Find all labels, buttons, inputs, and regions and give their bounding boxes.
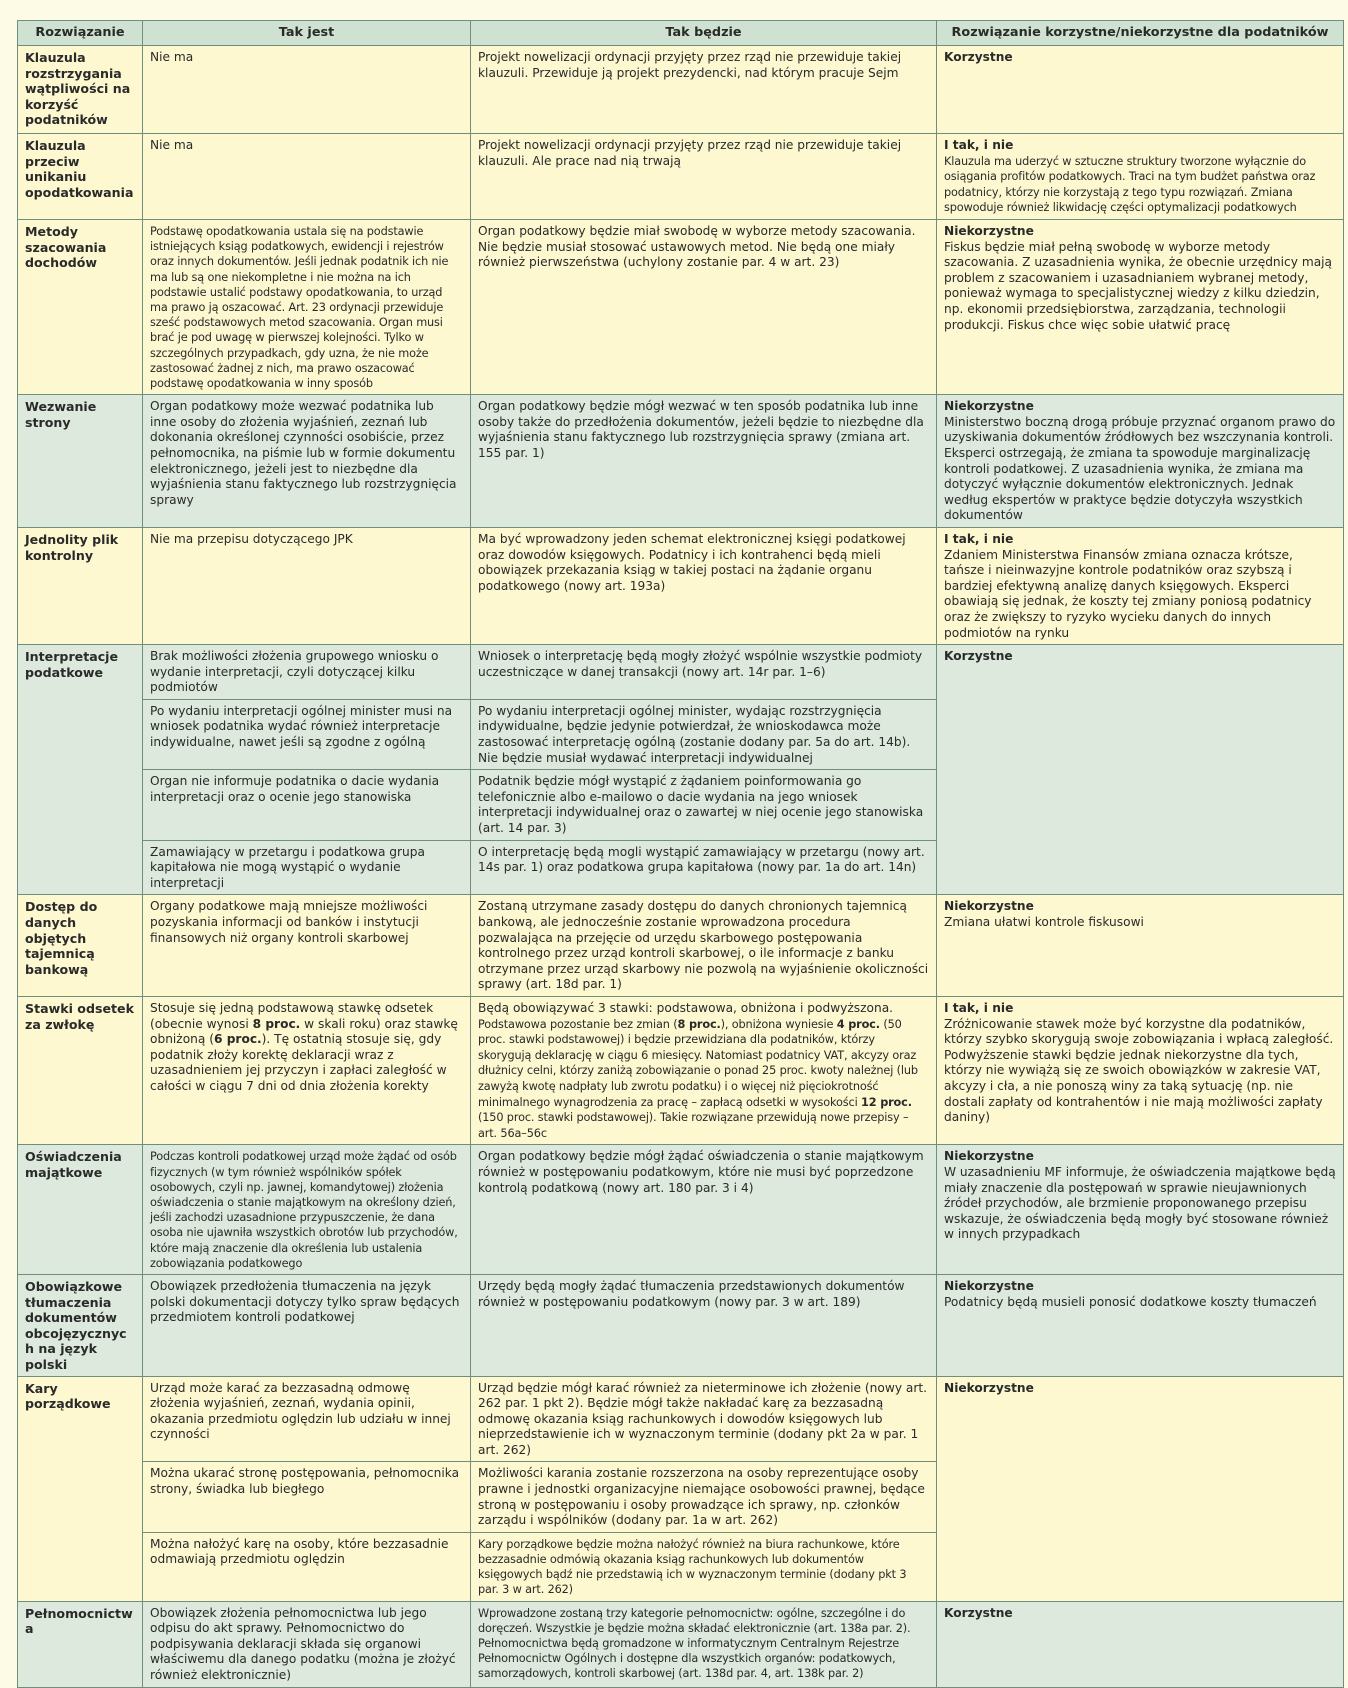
current-state: Organy podatkowe mają mniejsze możliwości pozyskania informacji od banków i instytucji finansowych niż organy kontroli skarbowej (143, 895, 471, 997)
header-future: Tak będzie (471, 21, 937, 46)
current-state: Podstawę opodatkowania ustala się na podstawie istniejących ksiąg podatkowych, ewidencji i rejestrów oraz innych dokumentów. Jeśli jednak podatnik ich nie ma lub są one niekompletne i nie można na ich podstawie ustalić podstawy opodatkowania, to urząd ma prawo ją oszacować. Art. 23 ordynacji przewiduje sześć podstawowych metod szacowania. Organ musi brać je pod uwagę w pierwszej kolejności. Tylko w szczególnych przypadkach, gdy uzna, że nie może zastosować żadnej z nich, ma prawo oszacować podstawę opodatkowania w inny sposób (143, 219, 471, 394)
verdict: Niekorzystne (944, 1149, 1034, 1164)
text-part: Podstawowa pozostanie bez zmian ( (478, 1017, 678, 1031)
verdict: Korzystne (944, 649, 1013, 664)
rate-value: 8 proc. (252, 1016, 301, 1031)
text-part: ), obniżona wyniesie (720, 1017, 837, 1031)
comment: Ministerstwo boczną drogą próbuje przyznać organom prawo do uzyskiwania dokumentów źródłowych bez wszczynania kontroli. Eksperci ostrzegają, że zmiana ta spowoduje marginalizację kontroli podatkowej. Z uzasadnienia wynika, że zmiana ma dotyczyć wyłącznie dokumentów elektronicznych. Jednak według ekspertów w praktyce będzie dotyczyła wszystkich dokumentów (944, 414, 1336, 523)
row-title: Jednolity plik kontrolny (18, 527, 143, 644)
row-title: Stawki odsetek za zwłokę (18, 996, 143, 1144)
comment: Zmiana ułatwi kontrole fiskusowi (944, 915, 1144, 930)
verdict: Niekorzystne (944, 1380, 1034, 1395)
row-title: Pełnomocnictwa (18, 1601, 143, 1687)
row-title: Oświadczenia majątkowe (18, 1145, 143, 1275)
verdict: Korzystne (944, 1605, 1013, 1620)
current-state: Podczas kontroli podatkowej urząd może żądać od osób fizycznych (w tym również wspólników spółek osobowych, czyli np. jawnej, komandytowej) złożenia oświadczenia o stanie majątkowym na określony dzień, jeśli zachodzi uzasadnione przypuszczenie, że dana osoba nie ujawniła wszystkich obrotów lub przychodów, które mają znaczenie dla określenia lub ustalenia zobowiązania podatkowego (143, 1145, 471, 1275)
assessment (937, 1376, 1344, 1601)
comment: Fiskus będzie miał pełną swobodę w wyborze metody szacowania. Z uzasadnienia wynika, że obecnie urzędnicy mają problem z szacowaniem i uzasadnianiem wybranej metody, ponieważ wymaga to specjalistycznej wiedzy z kilku dziedzin, np. ekonomii przedsiębiorstwa, zarządzania, technologii produkcji. Fiskus chce więc sobie ułatwić pracę (944, 239, 1333, 332)
row-title: Kary porządkowe (18, 1376, 143, 1601)
future-state: Projekt nowelizacji ordynacji przyjęty przez rząd nie przewiduje takiej klauzuli. Ale prace nad nią trwają (471, 134, 937, 220)
current-state: Po wydaniu interpretacji ogólnej minister musi na wniosek podatnika wydać również interpretacje indywidualne, nawet jeśli są zgodne z ogólną (143, 699, 471, 769)
header-current: Tak jest (143, 21, 471, 46)
text-part: (50 proc. stawki podstawowej) i będzie przewidziana dla podatników, którzy skorygują deklarację w ciągu 6 miesięcy. Natomiast podatnicy VAT, akcyzy oraz dłużnicy celni, którzy zaniżą zobowiązanie o ponad 25 proc. kwoty należnej (lub zawyżą kwotę nadpłaty lub zwrotu podatku) i o więcej niż pięciokrotność minimalnego wynagrodzenia za pracę – zapłacą odsetki w wysokości (478, 1017, 918, 1109)
text-part: Będą obowiązywać 3 stawki: podstawowa, obniżona i podwyższona. (478, 1000, 894, 1015)
text-part: w skali roku) oraz stawkę obniżoną ( (150, 1016, 458, 1047)
current-state: Zamawiający w przetargu i podatkowa grupa kapitałowa nie mogą wystąpić o wydanie interpretacji (143, 840, 471, 895)
future-state: Urzędy będą mogły żądać tłumaczenia przedstawionych dokumentów również w postępowaniu podatkowym (nowy par. 3 w art. 189) (471, 1274, 937, 1376)
current-state: Nie ma (143, 134, 471, 220)
assessment (937, 895, 1344, 997)
text-part: Stosuje się jedną podstawową stawkę odsetek (obecnie wynosi (150, 1000, 434, 1031)
verdict: I tak, i nie (944, 531, 1014, 546)
future-state: Projekt nowelizacji ordynacji przyjęty przez rząd nie przewiduje takiej klauzuli. Przewiduje ją projekt prezydencki, nad którym pracuje Sejm (471, 46, 937, 134)
current-state: Można nałożyć karę na osoby, które bezzasadnie odmawiają przedmiotu oględzin (143, 1532, 471, 1601)
tax-changes-table (17, 20, 1344, 1688)
table-row (18, 895, 1344, 997)
verdict: I tak, i nie (944, 138, 1014, 152)
current-state: Urząd może karać za bezzasadną odmowę złożenia wyjaśnień, zeznań, wydania opinii, okazania przedmiotu oględzin lub udziału w innej czynności (143, 1376, 471, 1462)
assessment (937, 1274, 1344, 1376)
row-title: Klauzula przeciw unikaniu opodatkowania (18, 134, 143, 220)
row-title: Interpretacje podatkowe (18, 645, 143, 895)
table-row (18, 1376, 1344, 1462)
assessment (937, 527, 1344, 644)
header-row (18, 21, 1344, 46)
rate-value: 6 proc. (213, 1032, 262, 1047)
future-state: Kary porządkowe będzie można nałożyć również na biura rachunkowe, które bezzasadnie odmówią okazania ksiąg rachunkowych lub dokumentów księgowych bądź nie przedstawią ich w wyznaczonym terminie (dodany pkt 3 par. 3 w art. 262) (471, 1532, 937, 1601)
comment: Podatnicy będą musieli ponosić dodatkowe koszty tłumaczeń (944, 1294, 1317, 1309)
table-row (18, 1601, 1344, 1687)
assessment (937, 134, 1344, 220)
row-title: Klauzula rozstrzygania wątpliwości na korzyść podatników (18, 46, 143, 134)
table-row (18, 219, 1344, 394)
assessment (937, 395, 1344, 528)
table-row (18, 134, 1344, 220)
text-part: (150 proc. stawki podstawowej). Takie rozwiązane przewidują nowe przepisy – art. 56a–56c (478, 1111, 909, 1140)
future-state: Organ podatkowy będzie miał swobodę w wyborze metody szacowania. Nie będzie musiał stosować ustawowych metod. Nie będą one miały również pierwszeństwa (uchylony zostanie par. 4 w art. 23) (471, 219, 937, 394)
current-state: Brak możliwości złożenia grupowego wniosku o wydanie interpretacji, czyli dotyczącej kilku podmiotów (143, 645, 471, 700)
future-state (471, 996, 937, 1144)
future-state: Zostaną utrzymane zasady dostępu do danych chronionych tajemnicą bankową, ale jednocześnie zostanie wprowadzona procedura pozwalająca na przejęcie od urzędu skarbowego postępowania kontrolnego przez urząd kontroli skarbowej, o ile informacje z banku otrzymane przez urząd skarbowy nie pozwolą na wyjaśnienie okoliczności sprawy (art. 18d par. 1) (471, 895, 937, 997)
table-row (18, 645, 1344, 700)
future-state: Po wydaniu interpretacji ogólnej minister, wydając rozstrzygnięcia indywidualne, będzie jedynie potwierdzał, że wnioskodawca może zastosować interpretację ogólną (zostanie dodany par. 5a do art. 14b). Nie będzie musiał wydawać interpretacji indywidualnej (471, 699, 937, 769)
future-state: Podatnik będzie mógł wystąpić z żądaniem poinformowania go telefonicznie albo e-mailowo o dacie wydania na jego wniosek interpretacji indywidualnej oraz o zawartej w niej ocenie jego stanowiska (art. 14 par. 3) (471, 770, 937, 840)
verdict: Korzystne (944, 50, 1013, 64)
current-state: Organ nie informuje podatnika o dacie wydania interpretacji oraz o ocenie jego stanowiska (143, 770, 471, 840)
assessment (937, 996, 1344, 1144)
verdict: Niekorzystne (944, 399, 1034, 414)
assessment (937, 1601, 1344, 1687)
future-state: Wprowadzone zostaną trzy kategorie pełnomocnictw: ogólne, szczególne i do doręczeń. Wszystkie je będzie można składać elektronicznie (art. 138a par. 2). Pełnomocnictwa będą gromadzone w informatycznym Centralnym Rejestrze Pełnomocnictw Ogólnych i dostępne dla wszystkich organów: podatkowych, samorządowych, kontroli skarbowej (art. 138d par. 4, art. 138k par. 2) (471, 1601, 937, 1687)
current-state: Nie ma (143, 46, 471, 134)
future-state: Urząd będzie mógł karać również za nieterminowe ich złożenie (nowy art. 262 par. 1 pkt 2). Będzie mógł także nakładać karę za bezzasadną odmowę okazania ksiąg rachunkowych i dowodów księgowych lub nieprzedstawienie ich w wyznaczonym terminie (dodany pkt 2a w par. 1 art. 262) (471, 1376, 937, 1462)
assessment (937, 219, 1344, 394)
comment: Zróżnicowanie stawek może być korzystne dla podatników, którzy szybko skorygują swoje zobowiązania i wpłacą zaległość. Podwyższenie stawki będzie jednak niekorzystne dla tych, którzy nie wywiążą się ze swoich obowiązków w zakresie VAT, akcyzy i cła, a nie ponoszą winy za taką sytuację (np. nie dostali zapłaty od kontrahentów i nie mają możliwości zapłaty daniny) (944, 1016, 1334, 1125)
table-row (18, 46, 1344, 134)
table-row (18, 1145, 1344, 1275)
verdict: Niekorzystne (944, 1278, 1034, 1293)
verdict: I tak, i nie (944, 1000, 1014, 1015)
current-state: Obowiązek złożenia pełnomocnictwa lub jego odpisu do akt sprawy. Pełnomocnictwo do podpisywania deklaracji składa się organowi właściwemu dla danego podatku (można je złożyć również elektronicznie) (143, 1601, 471, 1687)
future-state: O interpretację będą mogli wystąpić zamawiający w przetargu (nowy art. 14s par. 1) oraz podatkowa grupa kapitałowa (nowy par. 1a do art. 14n) (471, 840, 937, 895)
header-assessment: Rozwiązanie korzystne/niekorzystne dla podatników (937, 21, 1344, 46)
verdict: Niekorzystne (944, 899, 1034, 914)
comment: Zdaniem Ministerstwa Finansów zmiana oznacza krótsze, tańsze i nieinwazyjne kontrole podatników oraz szybszą i bardziej efektywną analizę danych księgowych. Eksperci obawiają się jednak, że koszty tej zmiany poniosą podatnicy oraz że zwiększy to ryzyko wycieku danych do innych podmiotów na rynku (944, 547, 1312, 640)
rate-value: 8 proc. (677, 1017, 721, 1031)
assessment (937, 645, 1344, 895)
assessment (937, 1145, 1344, 1275)
row-title: Wezwanie strony (18, 395, 143, 528)
current-state (143, 996, 471, 1144)
future-state: Wniosek o interpretację będą mogły złożyć wspólnie wszystkie podmioty uczestniczące w danej transakcji (nowy art. 14r par. 1–6) (471, 645, 937, 700)
table-row (18, 996, 1344, 1144)
current-state: Organ podatkowy może wezwać podatnika lub inne osoby do złożenia wyjaśnień, zeznań lub dokonania określonej czynności osobiście, przez pełnomocnika, na piśmie lub w formie dokumentu elektronicznego, jeżeli jest to niezbędne dla wyjaśnienia stanu faktycznego lub rozstrzygnięcia sprawy (143, 395, 471, 528)
text-part: ). Tę ostatnią stosuje się, gdy podatnik złoży korektę deklaracji wraz z uzasadnieniem jej przyczyn i zapłaci zaległość w całości w ciągu 7 dni od dnia złożenia korekty (150, 1032, 447, 1093)
future-state: Możliwości karania zostanie rozszerzona na osoby reprezentujące osoby prawne i jednostki organizacyjne niemające osobowości prawnej, będące stroną w postępowaniu i osoby prowadzące ich sprawy, np. członków zarządu i wspólników (dodany par. 1a w art. 262) (471, 1462, 937, 1532)
row-title: Metody szacowania dochodów (18, 219, 143, 394)
rate-value: 12 proc. (861, 1095, 912, 1109)
future-state: Organ podatkowy będzie mógł żądać oświadczenia o stanie majątkowym również w postępowaniu podatkowym, które nie musi być poprzedzone kontrolą podatkową (nowy art. 180 par. 3 i 4) (471, 1145, 937, 1275)
comment: Klauzula ma uderzyć w sztuczne struktury tworzone wyłącznie do osiągania profitów podatkowych. Traci na tym budżet państwa oraz podatnicy, którzy nie korzystają z tego typu rozwiązań. Zmiana spowoduje również likwidację części optymalizacji podatkowych (944, 154, 1316, 215)
text-part (478, 1018, 918, 1140)
row-title: Dostęp do danych objętych tajemnicą bankową (18, 895, 143, 997)
rate-value: 4 proc. (836, 1017, 880, 1031)
header-solution: Rozwiązanie (18, 21, 143, 46)
table-row (18, 1274, 1344, 1376)
verdict: Niekorzystne (944, 223, 1034, 238)
current-state: Obowiązek przedłożenia tłumaczenia na język polski dokumentacji dotyczy tylko spraw będących przedmiotem kontroli podatkowej (143, 1274, 471, 1376)
table-row (18, 395, 1344, 528)
future-state: Organ podatkowy będzie mógł wezwać w ten sposób podatnika lub inne osoby także do przedłożenia dokumentów, jeżeli będzie to niezbędne dla wyjaśnienia stanu faktycznego lub rozstrzygnięcia sprawy (zmiana art. 155 par. 1) (471, 395, 937, 528)
future-state: Ma być wprowadzony jeden schemat elektronicznej księgi podatkowej oraz dowodów księgowych. Podatnicy i ich kontrahenci będą mieli obowiązek przekazania ksiąg w takiej postaci na żądanie organu podatkowego (nowy art. 193a) (471, 527, 937, 644)
row-title: Obowiązkowe tłumaczenia dokumentów obcojęzycznych na język polski (18, 1274, 143, 1376)
assessment (937, 46, 1344, 134)
current-state: Nie ma przepisu dotyczącego JPK (143, 527, 471, 644)
comment: W uzasadnieniu MF informuje, że oświadczenia majątkowe będą miały znaczenie dla postępowań w sprawie nieujawnionych źródeł przychodów, ale brzmienie proponowanego przepisu wskazuje, że oświadczenia będą mogły być stosowane również w innych przypadkach (944, 1164, 1336, 1242)
table-row (18, 527, 1344, 644)
current-state: Można ukarać stronę postępowania, pełnomocnika strony, świadka lub biegłego (143, 1462, 471, 1532)
